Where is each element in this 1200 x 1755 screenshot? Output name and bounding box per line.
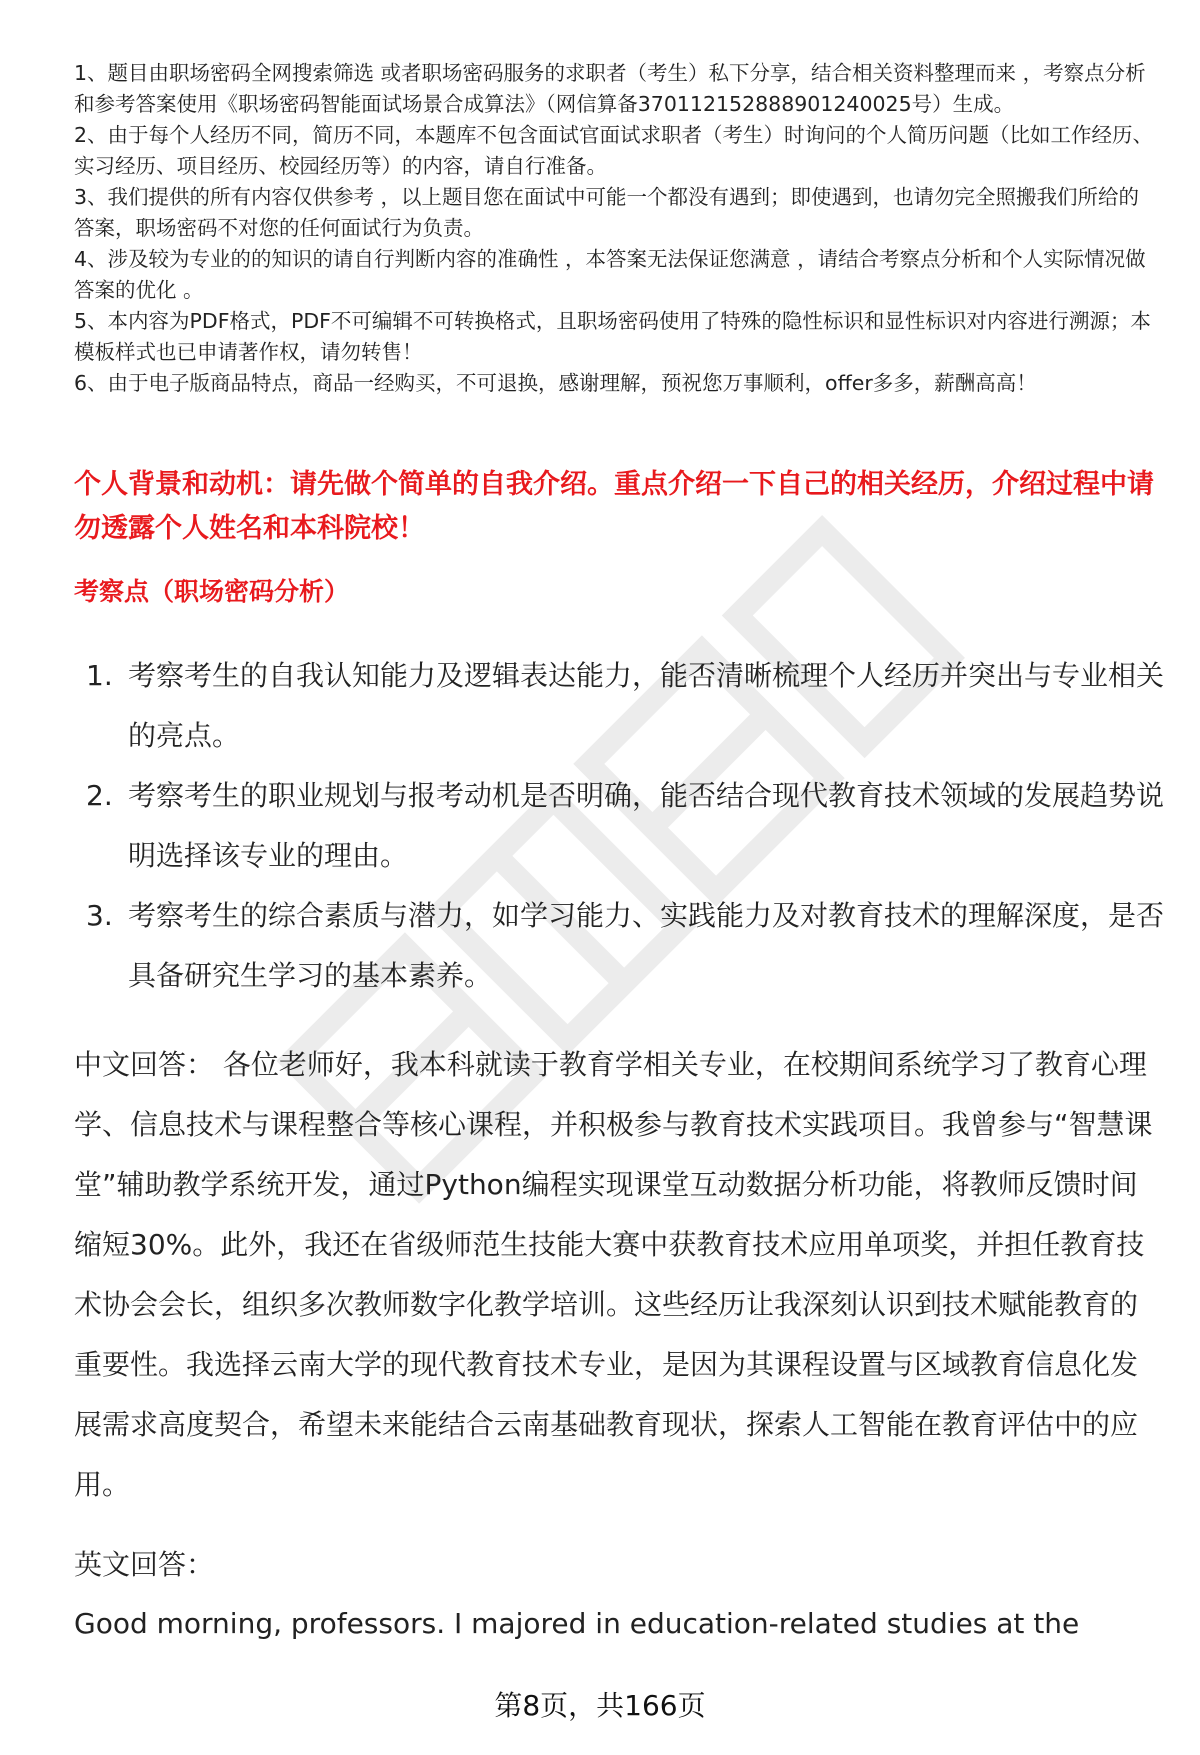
english-answer-label: 英文回答： [74,1548,215,1581]
analysis-points-list [74,646,1164,1006]
analysis-heading: 考察点（职场密码分析） [74,577,350,606]
analysis-point [74,886,1164,1006]
analysis-point [74,766,1164,886]
notice-item: 6、由于电子版商品特点，商品一经购买，不可退换，感谢理解，预祝您万事顺利，offer多多，薪酬高高！ [74,371,1037,395]
page-number: 第8页，共166页 [494,1689,706,1722]
analysis-point [74,646,1164,766]
point-number: 1. [86,659,113,692]
question-heading: 个人背景和动机：请先做个简单的自我介绍。重点介绍一下自己的相关经历，介绍过程中请勿透露个人姓名和本科院校！ [74,469,1154,544]
point-text: 考察考生的综合素质与潜力，如学习能力、实践能力及对教育技术的理解深度，是否具备研究生学习的基本素养。 [128,899,1165,992]
notice-item: 4、涉及较为专业的的知识的请自行判断内容的准确性 ，本答案无法保证您满意 ，请结合考察点分析和个人实际情况做答案的优化 。 [74,247,1146,302]
english-answer: Good morning, professors. I majored in education-related studies at the [74,1607,1080,1640]
notice-item: 1、题目由职场密码全网搜索筛选 或者职场密码服务的求职者（考生）私下分享，结合相关资料整理而来 ，考察点分析和参考答案使用《职场密码智能面试场景合成算法》（网信算备370112152888901240025号）生成。 [74,61,1146,116]
disclaimer-notice [74,58,1154,399]
notice-item: 3、我们提供的所有内容仅供参考 ，以上题目您在面试中可能一个都没有遇到；即使遇到，也请勿完全照搬我们所给的答案，职场密码不对您的任何面试行为负责。 [74,185,1140,240]
point-text: 考察考生的自我认知能力及逻辑表达能力，能否清晰梳理个人经历并突出与专业相关的亮点。 [128,659,1165,752]
notice-item: 2、由于每个人经历不同，简历不同，本题库不包含面试官面试求职者（考生）时询问的个人简历问题（比如工作经历、实习经历、项目经历、校园经历等）的内容，请自行准备。 [74,123,1154,178]
notice-item: 5、本内容为PDF格式，PDF不可编辑不可转换格式，且职场密码使用了特殊的隐性标识和显性标识对内容进行溯源；本模板样式也已申请著作权，请勿转售！ [74,309,1151,364]
point-text: 考察考生的职业规划与报考动机是否明确，能否结合现代教育技术领域的发展趋势说明选择该专业的理由。 [128,779,1165,872]
chinese-answer: 中文回答： 各位老师好，我本科就读于教育学相关专业，在校期间系统学习了教育心理学、信息技术与课程整合等核心课程，并积极参与教育技术实践项目。我曾参与“智慧课堂”辅助教学系统开发，通过Python编程实现课堂互动数据分析功能，将教师反馈时间缩短30%。此外，我还在省级师范生技能大赛中获教育技术应用单项奖，并担任教育技术协会会长，组织多次教师数字化教学培训。这些经历让我深刻认识到技术赋能教育的重要性。我选择云南大学的现代教育技术专业，是因为其课程设置与区域教育信息化发展需求高度契合，希望未来能结合云南基础教育现状，探索人工智能在教育评估中的应用。 [74,1048,1153,1501]
point-number: 2. [86,779,113,812]
point-number: 3. [86,899,113,932]
